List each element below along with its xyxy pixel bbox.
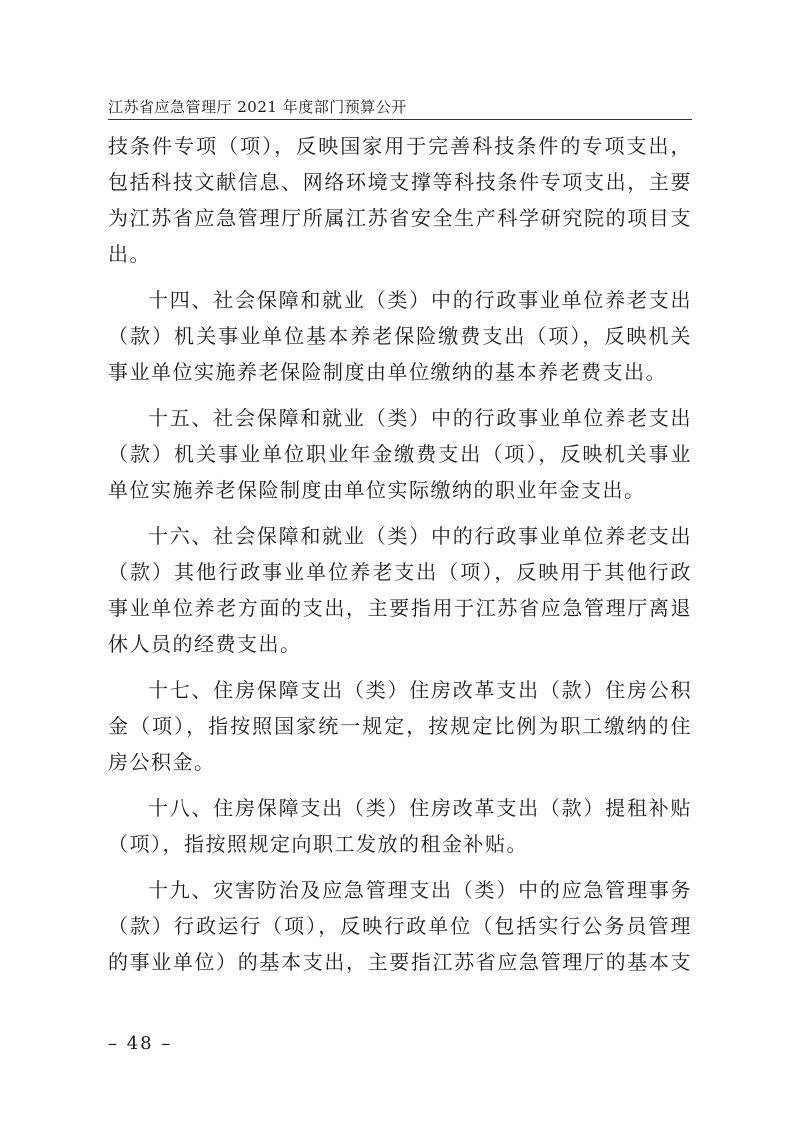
text-line: 十九、灾害防治及应急管理支出（类）中的应急管理事务 [148,878,692,902]
text-line: 十五、社会保障和就业（类）中的行政事业单位养老支出 [148,406,692,430]
document-header: 江苏省应急管理厅 2021 年度部门预算公开 [108,98,407,116]
header-rule [108,119,692,120]
text-line: （款）其他行政事业单位养老支出（项），反映用于其他行政 [108,560,692,584]
paragraph-item-16 [108,518,692,662]
text-line: 十七、住房保障支出（类）住房改革支出（款）住房公积 [148,678,692,702]
paragraph-item-19 [108,872,692,980]
text-line: 十八、住房保障支出（类）住房改革支出（款）提租补贴 [148,796,692,820]
text-line: 包括科技文献信息、网络环境支撑等科技条件专项支出，主要 [108,170,692,194]
text-line: 休人员的经费支出。 [108,632,302,656]
text-line: 房公积金。 [108,750,216,774]
text-line: （款）机关事业单位职业年金缴费支出（项），反映机关事业 [108,442,692,466]
text-line: 事业单位养老方面的支出，主要指用于江苏省应急管理厅离退 [108,596,692,620]
text-line: 十四、社会保障和就业（类）中的行政事业单位养老支出 [148,288,692,312]
text-line: 单位实施养老保险制度由单位实际缴纳的职业年金支出。 [108,478,646,502]
paragraph-item-14 [108,282,692,390]
text-line: 的事业单位）的基本支出，主要指江苏省应急管理厅的基本支 [108,950,692,974]
text-line: （款）行政运行（项），反映行政单位（包括实行公务员管理 [108,914,692,938]
text-line: 金（项），指按照国家统一规定，按规定比例为职工缴纳的住 [108,714,692,738]
paragraph-item-15 [108,400,692,508]
text-line: 为江苏省应急管理厅所属江苏省安全生产科学研究院的项目支 [108,206,692,230]
page-number: – 48 – [108,1033,173,1054]
paragraph-item-18 [108,790,692,862]
text-line: （款）机关事业单位基本养老保险缴费支出（项），反映机关 [108,324,692,348]
text-line: 出。 [108,242,151,266]
paragraph-continued [108,128,692,272]
text-line: 十六、社会保障和就业（类）中的行政事业单位养老支出 [148,524,692,548]
document-body [108,128,692,990]
text-line: 技条件专项（项），反映国家用于完善科技条件的专项支出， [108,134,692,158]
text-line: 事业单位实施养老保险制度由单位缴纳的基本养老费支出。 [108,360,667,384]
text-line: （项），指按照规定向职工发放的租金补贴。 [108,832,528,856]
paragraph-item-17 [108,672,692,780]
